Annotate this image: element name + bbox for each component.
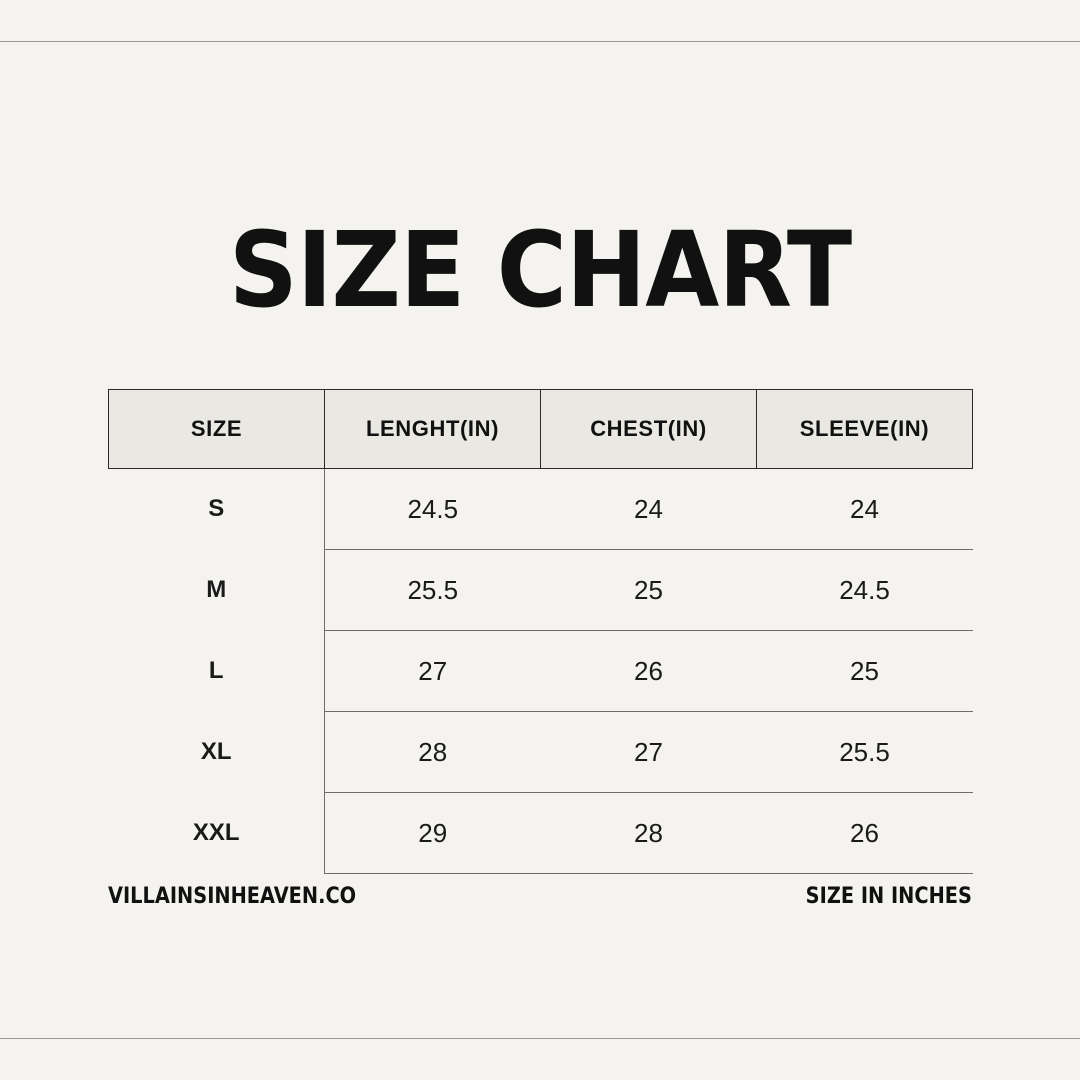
- table-row: [109, 631, 973, 712]
- table-row: [109, 793, 973, 874]
- table-header: [109, 390, 973, 469]
- bottom-divider: [0, 1038, 1080, 1039]
- cell-chest: 24: [541, 469, 757, 550]
- cell-chest: 28: [541, 793, 757, 874]
- footer: [108, 884, 972, 909]
- cell-chest: 25: [541, 550, 757, 631]
- brand-label: VILLAINSINHEAVEN.CO: [108, 884, 357, 909]
- cell-size: S: [109, 469, 325, 550]
- column-header-length: LENGHT(IN): [325, 390, 541, 469]
- cell-sleeve: 25: [757, 631, 973, 712]
- table-row: [109, 550, 973, 631]
- table-row: [109, 712, 973, 793]
- cell-length: 27: [325, 631, 541, 712]
- column-header-chest: CHEST(IN): [541, 390, 757, 469]
- cell-sleeve: 26: [757, 793, 973, 874]
- size-chart-table-wrapper: [108, 389, 972, 874]
- cell-length: 28: [325, 712, 541, 793]
- cell-size: XL: [109, 712, 325, 793]
- cell-size: XXL: [109, 793, 325, 874]
- cell-sleeve: 24: [757, 469, 973, 550]
- page-title: SIZE CHART: [228, 208, 852, 331]
- cell-length: 25.5: [325, 550, 541, 631]
- column-header-sleeve: SLEEVE(IN): [757, 390, 973, 469]
- table-row: [109, 469, 973, 550]
- size-chart-table: [108, 389, 973, 874]
- cell-length: 29: [325, 793, 541, 874]
- table-body: [109, 469, 973, 874]
- cell-size: M: [109, 550, 325, 631]
- cell-sleeve: 25.5: [757, 712, 973, 793]
- cell-chest: 26: [541, 631, 757, 712]
- table-header-row: [109, 390, 973, 469]
- units-note: SIZE IN INCHES: [805, 884, 972, 909]
- top-divider: [0, 41, 1080, 42]
- column-header-size: SIZE: [109, 390, 325, 469]
- cell-length: 24.5: [325, 469, 541, 550]
- cell-sleeve: 24.5: [757, 550, 973, 631]
- cell-chest: 27: [541, 712, 757, 793]
- cell-size: L: [109, 631, 325, 712]
